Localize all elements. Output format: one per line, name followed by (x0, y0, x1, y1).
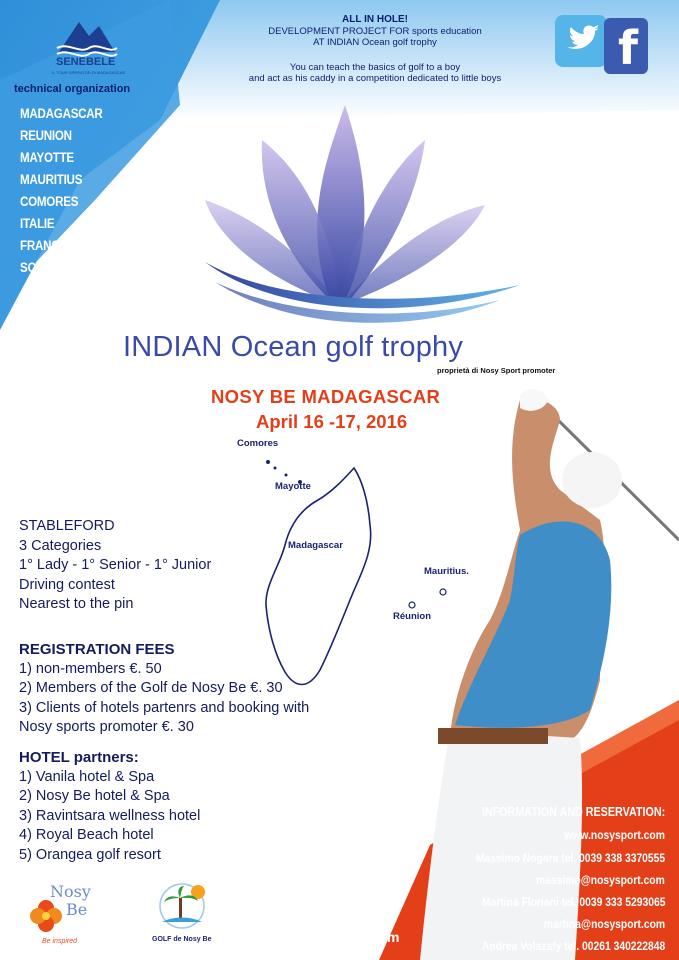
nosy-sport-name: Nosy Sport (282, 894, 357, 910)
technical-organization-label: technical organization (14, 83, 131, 95)
info-heading: INFORMATION AND RESERVATION: (481, 805, 665, 819)
country-item: MAURITIUS (20, 172, 83, 187)
header-line-3: AT INDIAN Ocean golf trophy (313, 37, 437, 48)
header-line-5: and act as his caddy in a competition dedicated to little boys (248, 73, 502, 84)
country-item: ITALIE (20, 216, 55, 231)
hotel-item: 4) Royal Beach hotel (19, 827, 154, 843)
map-label-mayotte: Mayotte (275, 481, 311, 492)
header-line-4: You can teach the basics of golf to a boy (289, 62, 461, 73)
country-item: MAYOTTE (20, 150, 74, 165)
event-dates: April 16 -17, 2016 (256, 411, 408, 432)
mountain-wave-icon (54, 14, 120, 58)
ownership-note: proprietà di Nosy Sport promoter (437, 366, 556, 375)
competition-line: STABLEFORD (19, 518, 115, 534)
hotels-section (19, 748, 200, 865)
senebele-name: SENEBELE (56, 56, 116, 68)
competition-line: 3 Categories (19, 537, 102, 554)
facebook-icon[interactable]: f (604, 18, 648, 74)
registration-line: 3) Clients of hotels partenrs and booking with (19, 699, 310, 716)
nosy-be-word-2: Be (66, 900, 88, 919)
twitter-icon[interactable] (555, 15, 607, 67)
nosy-be-tagline: Be inspired (42, 938, 78, 945)
country-item: SOUTH AFRICA (20, 260, 105, 275)
nosy-sport-logo (270, 848, 410, 928)
hotel-item: 3) Ravintsara wellness hotel (19, 807, 201, 824)
golf-logo-text: GOLF de Nosy Be (152, 936, 212, 943)
info-email-massimo[interactable]: massimo@nosysport.com (536, 873, 665, 887)
hotel-item: 5) Orangea golf resort (19, 846, 161, 863)
country-list (20, 103, 118, 279)
info-contact-massimo: Massimo Nogara tel. 0039 338 3370555 (475, 851, 665, 865)
lotus-logo (205, 105, 520, 323)
header-headline: ALL IN HOLE! (342, 14, 408, 25)
nosy-be-word-1: Nosy (50, 882, 91, 901)
senebele-logo (52, 14, 126, 84)
competition-line: Nearest to the pin (19, 596, 134, 612)
info-contact-andrea: Andrea Volazafy tel. 00261 340222848 (481, 939, 665, 953)
country-item: COMORES (20, 194, 79, 209)
map-label-madagascar: Madagascar (288, 540, 343, 551)
map-label-mauritius: Mauritius. (424, 566, 469, 577)
info-email-martina[interactable]: martina@nosysport.com (543, 917, 665, 931)
event-location: NOSY BE MADAGASCAR (211, 386, 441, 407)
country-item: REUNION (20, 128, 72, 143)
golf-nosy-be-logo (150, 878, 214, 948)
bottom-website[interactable]: www.nosysport.com (263, 929, 400, 945)
competition-line: Driving contest (19, 576, 115, 593)
hotel-item: 2) Nosy Be hotel & Spa (19, 788, 170, 804)
map-label-reunion: Réunion (393, 611, 431, 622)
info-website[interactable]: www.nosysport.com (564, 828, 665, 842)
senebele-tagline: IL TOUR OPERATOR DI MADAGASCAR (52, 70, 126, 75)
hotels-heading: HOTEL partners: (19, 749, 139, 766)
country-item: FRANCE (20, 238, 67, 253)
flower-icon (26, 896, 66, 936)
map-label-comores: Comores (237, 438, 279, 449)
palm-island-icon (150, 878, 214, 934)
info-contact-martina: Martina Floriani tel. 0039 333 5293065 (481, 895, 665, 909)
country-item: MADAGASCAR (20, 106, 103, 121)
nosy-be-logo (26, 878, 106, 948)
competition-list (19, 517, 211, 615)
registration-line: Nosy sports promoter €. 30 (19, 719, 194, 735)
registration-line: 2) Members of the Golf de Nosy Be €. 30 (19, 680, 283, 696)
header-line-2: DEVELOPMENT PROJECT FOR sports education (268, 26, 482, 37)
event-title: INDIAN Ocean golf trophy (123, 331, 464, 363)
competition-line: 1° Lady - 1° Senior - 1° Junior (19, 557, 212, 573)
registration-section (19, 640, 309, 738)
registration-heading: REGISTRATION FEES (19, 641, 175, 658)
nosy-sport-sub: promoter (314, 912, 351, 922)
hotel-item: 1) Vanila hotel & Spa (19, 768, 155, 785)
registration-line: 1) non-members €. 50 (19, 660, 162, 677)
athletes-icon (270, 848, 410, 896)
